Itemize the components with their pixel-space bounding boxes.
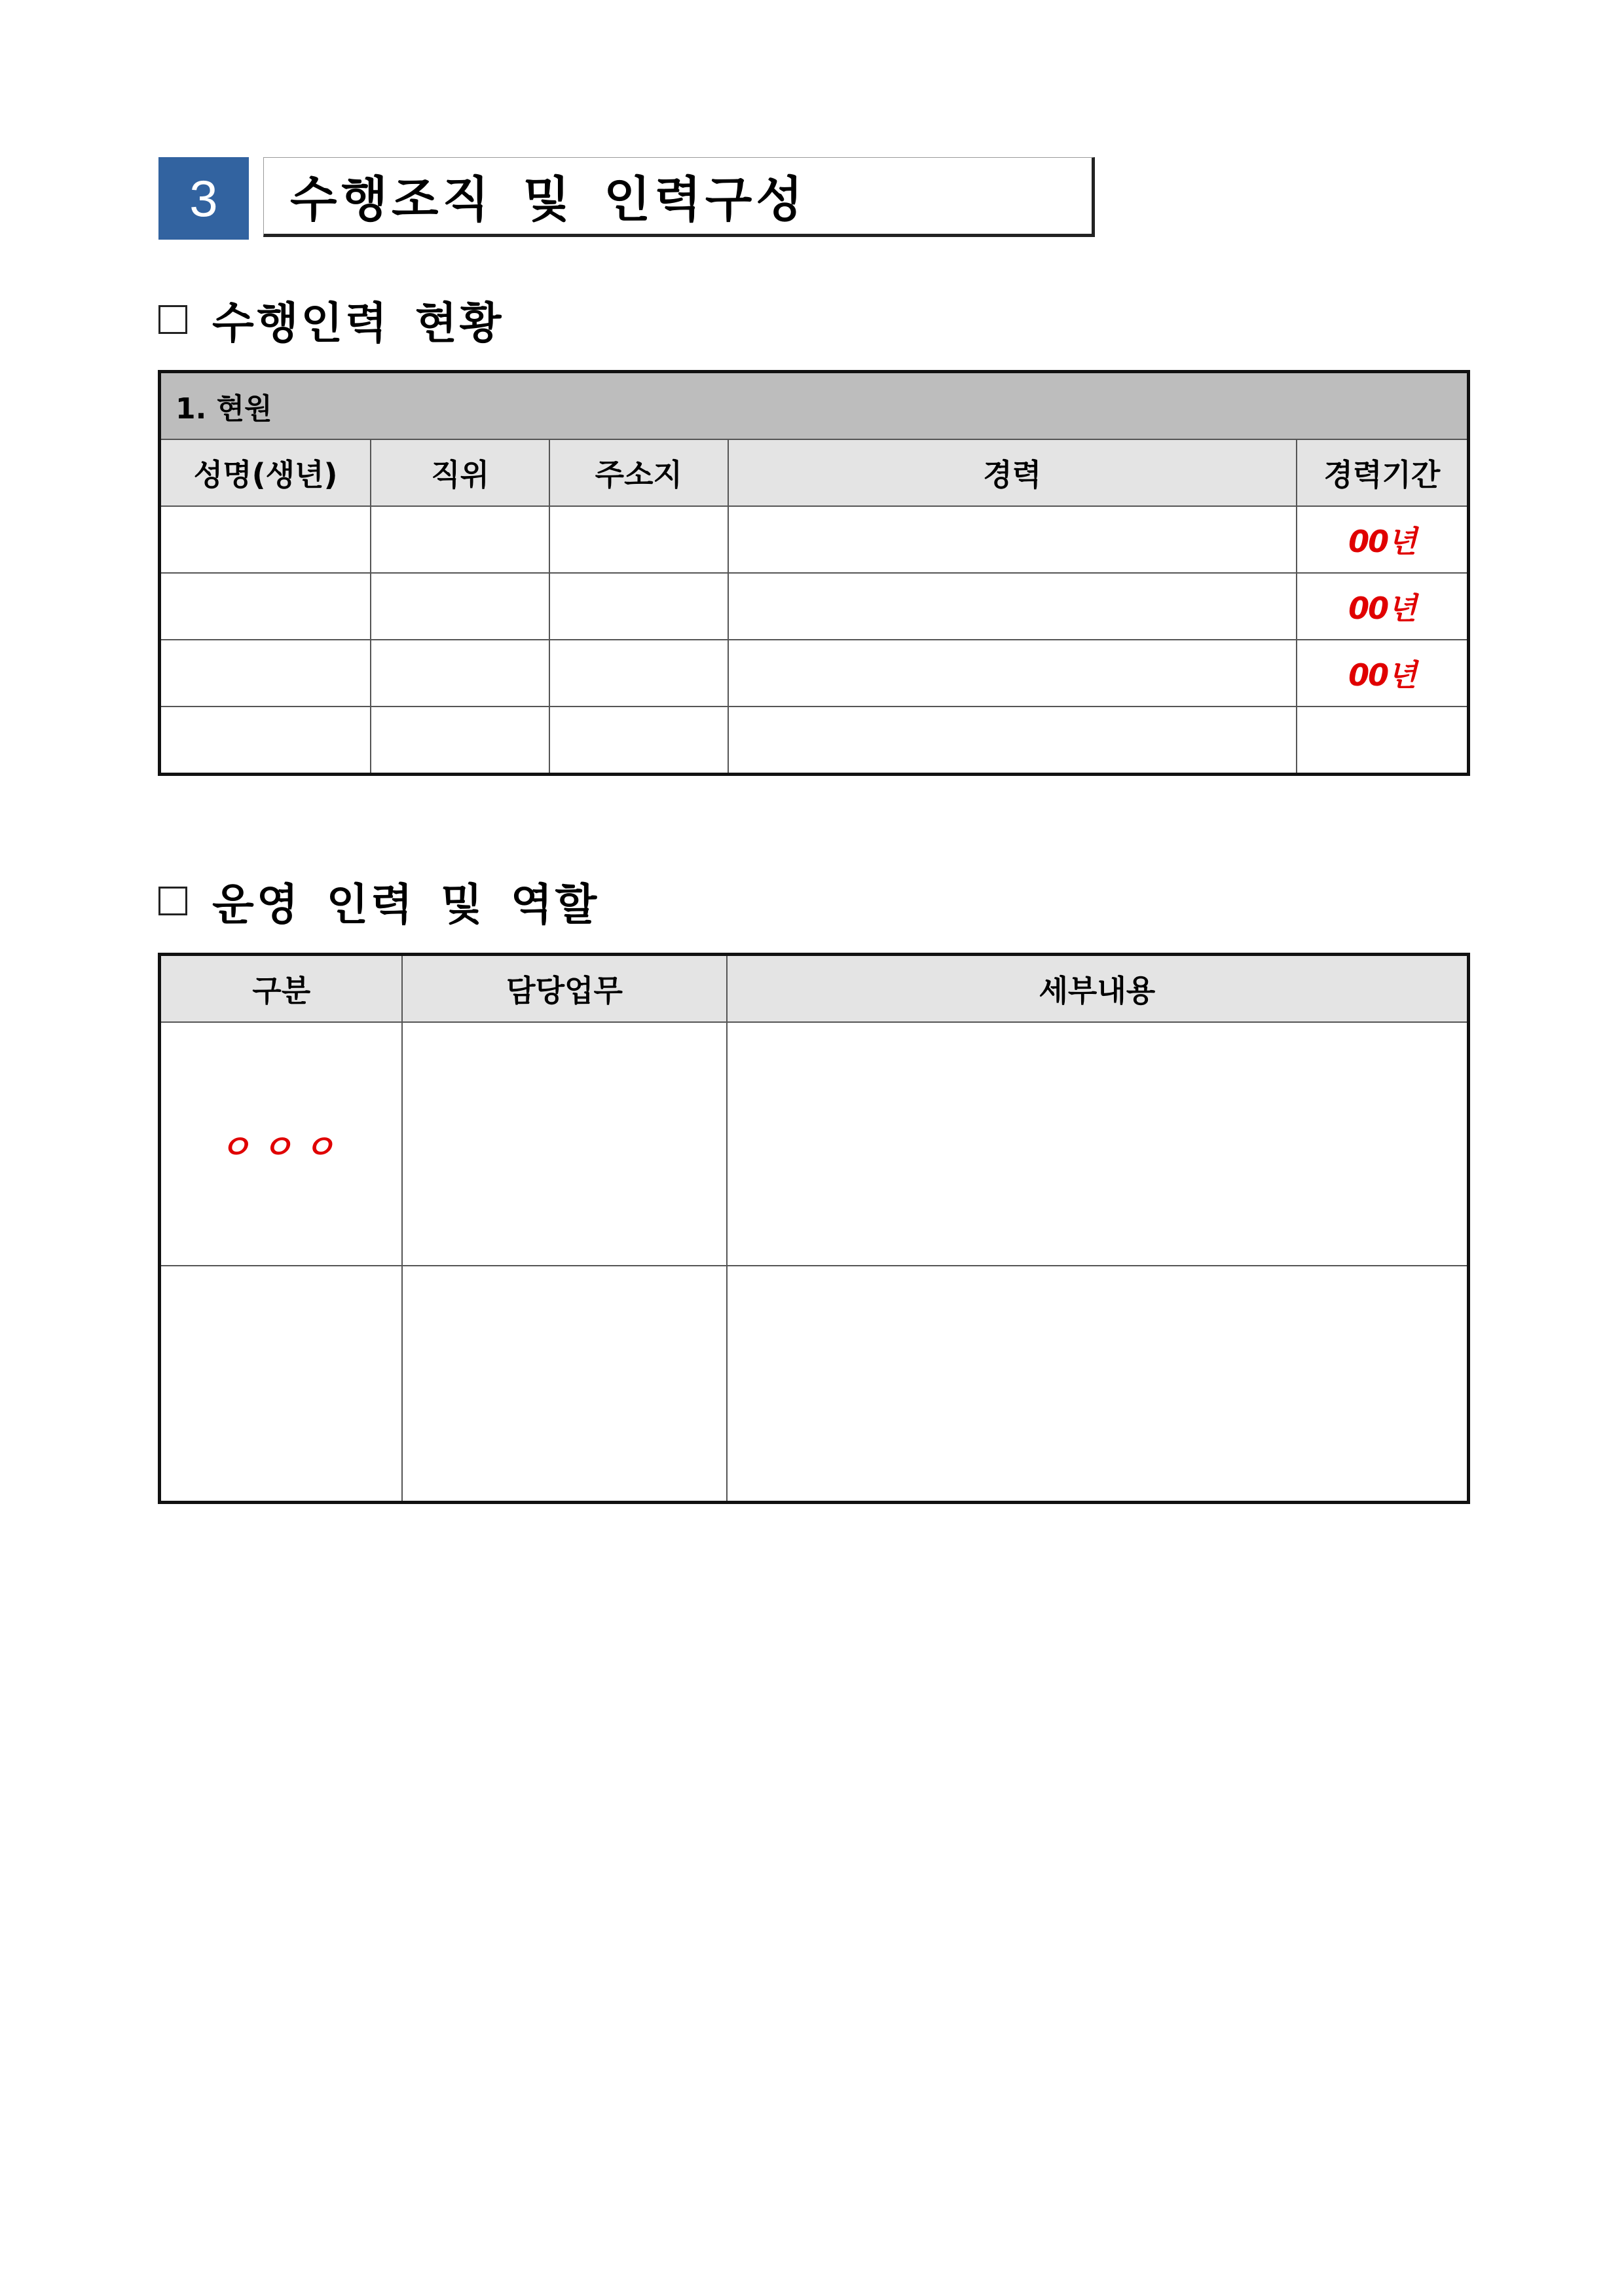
table-cell[interactable] bbox=[371, 573, 549, 640]
career-period-cell[interactable]: 00년 bbox=[1297, 506, 1469, 573]
table-cell[interactable] bbox=[402, 1022, 726, 1266]
roles-table bbox=[158, 953, 1470, 1504]
table-cell[interactable] bbox=[549, 573, 728, 640]
table-cell[interactable] bbox=[728, 573, 1297, 640]
table-row bbox=[160, 707, 1469, 775]
section-title-box bbox=[263, 157, 1095, 237]
table-cell[interactable] bbox=[160, 640, 371, 707]
subheading-ops-roles bbox=[158, 870, 599, 932]
table-cell[interactable] bbox=[549, 640, 728, 707]
category-cell[interactable] bbox=[160, 1266, 403, 1503]
table-cell[interactable] bbox=[371, 707, 549, 775]
table-cell[interactable] bbox=[160, 573, 371, 640]
career-period-cell[interactable]: 00년 bbox=[1297, 573, 1469, 640]
table-cell[interactable] bbox=[371, 506, 549, 573]
section-title: 수행조직 및 인력구성 bbox=[290, 172, 807, 228]
staff-table bbox=[158, 370, 1470, 776]
table-cell[interactable] bbox=[160, 707, 371, 775]
column-header-name: 성명(생년) bbox=[160, 439, 371, 506]
column-header-career-period: 경력기간 bbox=[1297, 439, 1469, 506]
table-row bbox=[160, 573, 1469, 640]
table-cell[interactable] bbox=[549, 707, 728, 775]
column-header-position: 직위 bbox=[371, 439, 549, 506]
table-row bbox=[160, 1266, 1469, 1503]
table-cell[interactable] bbox=[727, 1266, 1469, 1503]
column-header-address: 주소지 bbox=[549, 439, 728, 506]
checkbox-icon bbox=[158, 305, 187, 334]
table-cell[interactable] bbox=[371, 640, 549, 707]
career-period-cell[interactable] bbox=[1297, 707, 1469, 775]
table-cell[interactable] bbox=[549, 506, 728, 573]
table-cell[interactable] bbox=[728, 640, 1297, 707]
category-cell[interactable]: ㅇㅇㅇ bbox=[160, 1022, 403, 1266]
table-row bbox=[160, 640, 1469, 707]
table-row bbox=[160, 1022, 1469, 1266]
column-header-category: 구분 bbox=[160, 955, 403, 1023]
column-header-duty: 담당업무 bbox=[402, 955, 726, 1023]
table-cell[interactable] bbox=[727, 1022, 1469, 1266]
section-number-badge: 3 bbox=[158, 157, 249, 240]
subheading-text: 수행인력 현황 bbox=[212, 298, 504, 348]
table-cell[interactable] bbox=[160, 506, 371, 573]
subheading-staff-status bbox=[158, 288, 504, 350]
table-group-header: 1. 현원 bbox=[160, 372, 1469, 440]
table-cell[interactable] bbox=[728, 506, 1297, 573]
career-period-cell[interactable]: 00년 bbox=[1297, 640, 1469, 707]
column-header-details: 세부내용 bbox=[727, 955, 1469, 1023]
checkbox-icon bbox=[158, 887, 187, 915]
table-cell[interactable] bbox=[728, 707, 1297, 775]
table-row bbox=[160, 506, 1469, 573]
column-header-career: 경력 bbox=[728, 439, 1297, 506]
subheading-text: 운영 인력 및 역할 bbox=[212, 879, 600, 930]
table-cell[interactable] bbox=[402, 1266, 726, 1503]
